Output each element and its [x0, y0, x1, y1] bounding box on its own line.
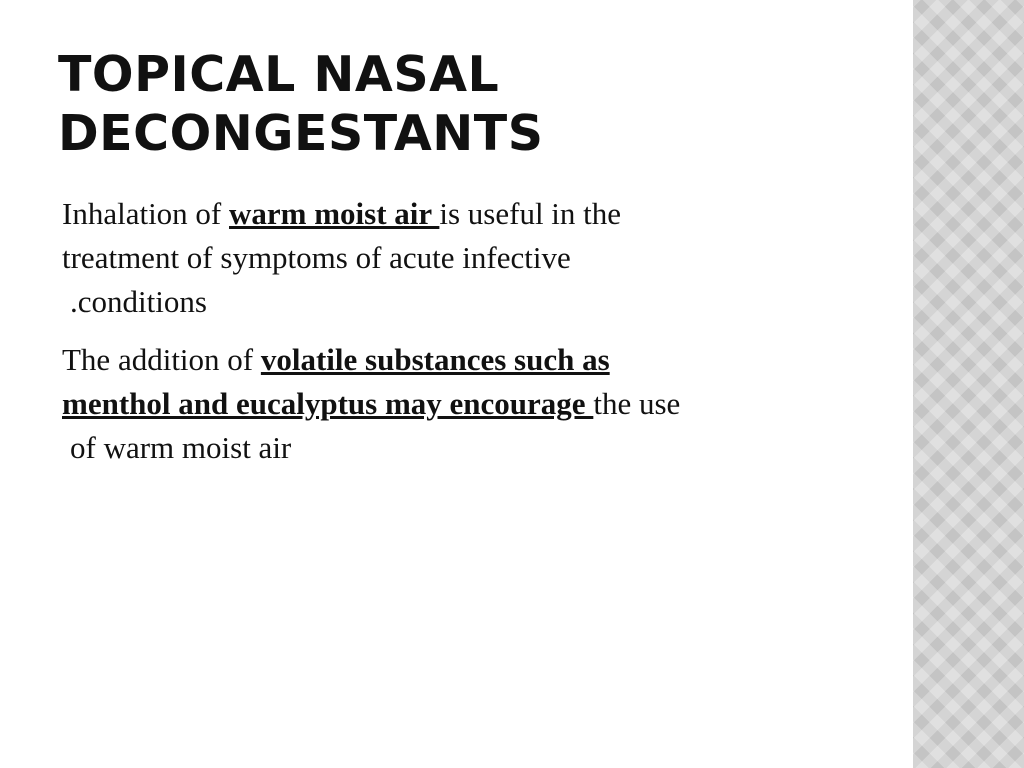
slide-title [58, 45, 878, 163]
paragraph-2 [62, 338, 862, 470]
paragraph-1-emphasis: warm moist air [229, 196, 440, 231]
title-line-1: TOPICAL NASAL [58, 46, 500, 103]
paragraph-1-line-1 [62, 192, 862, 236]
paragraph-1-text-end: is useful in the [439, 196, 622, 231]
paragraph-1-line-3: .conditions [70, 284, 207, 319]
paragraph-1-text-start: Inhalation of [62, 196, 230, 231]
paragraph-2-line-2 [62, 382, 862, 426]
slide-body [62, 192, 862, 484]
paragraph-2-emphasis-1: volatile substances such as [260, 342, 610, 377]
paragraph-2-text-end: the use [593, 386, 681, 421]
paragraph-2-text-start: The addition of [62, 342, 261, 377]
title-line-2: DECONGESTANTS [58, 105, 544, 162]
decorative-side-panel [913, 0, 1024, 768]
paragraph-2-line-3: of warm moist air [70, 430, 292, 465]
paragraph-2-emphasis-2: menthol and eucalyptus may encourage [62, 386, 594, 421]
paragraph-1 [62, 192, 862, 324]
paragraph-1-line-2: treatment of symptoms of acute infective [62, 240, 571, 275]
paragraph-2-line-1 [62, 338, 862, 382]
